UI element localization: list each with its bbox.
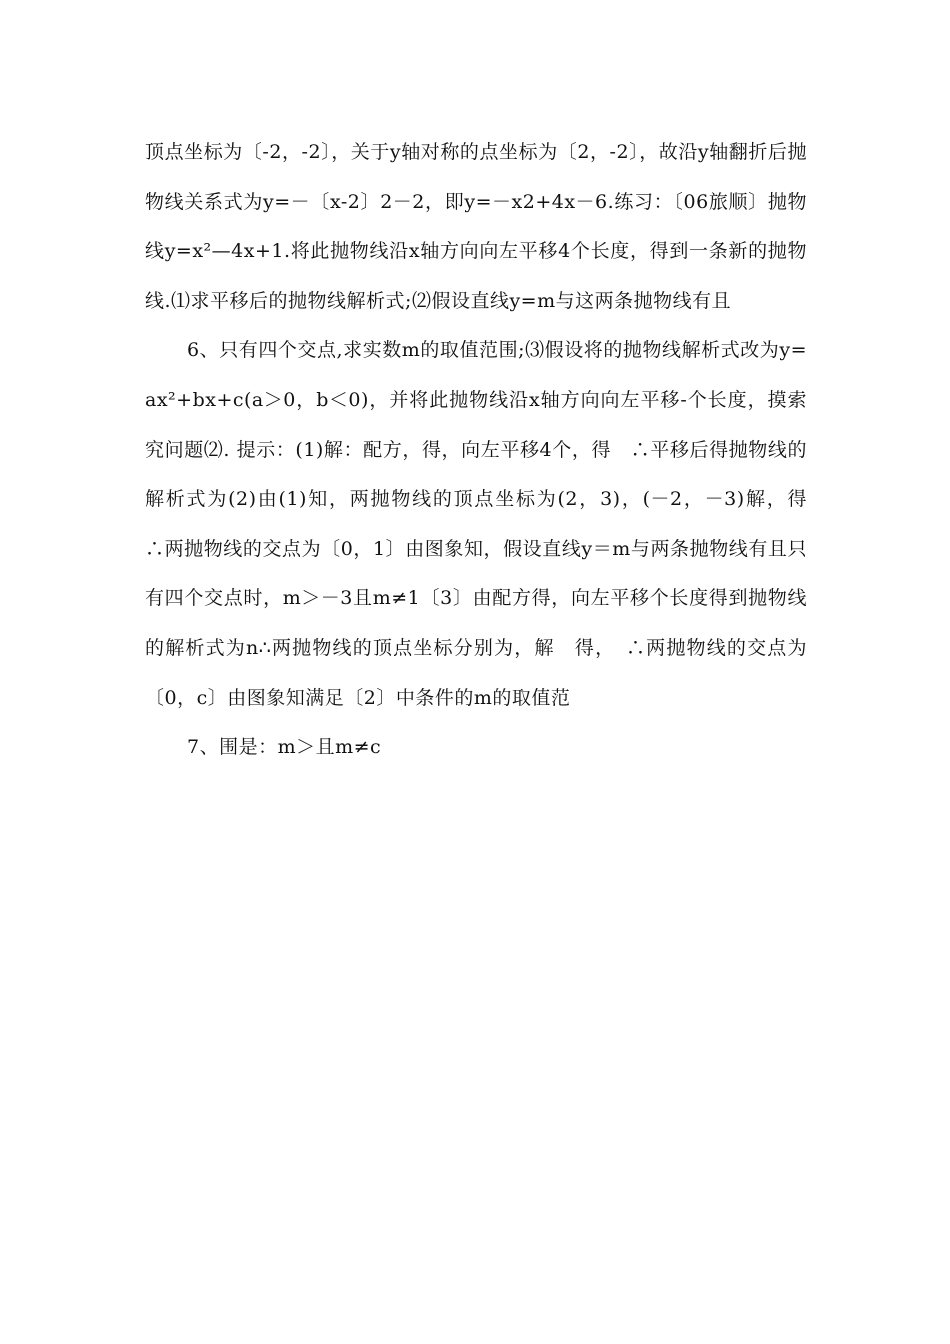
paragraph-vertex-symmetry: 顶点坐标为〔-2，-2〕，关于y轴对称的点坐标为〔2，-2〕，故沿y轴翻折后抛物线关系式为y=－〔x-2〕2－2，即y=－x2+4x－6.练习：〔06旅顺〕抛物线y=x²—4x+1.将此抛物线沿x轴方向向左平移4个长度，得到一条新的抛物线.⑴求平移后的抛物线解析式;⑵假设直线y=m与这两条抛物线有且 xyxy=(145,141,807,312)
paragraph-item-7: 7、围是：m＞且m≠c xyxy=(187,736,382,759)
paragraph-item-6: 6、只有四个交点,求实数m的取值范围;⑶假设将的抛物线解析式改为y=ax²+bx+c(a＞0，b＜0)，并将此抛物线沿x轴方向向左平移-个长度，摸索究问题⑵. 提示：(1)解：配方，得，向左平移4个，得 ∴平移后得抛物线的解析式为(2)由(1)知，两抛物线的顶点坐标为(2，3)，(－2，－3)解，得 ∴两抛物线的交点为〔0，1〕由图象知，假设直线y＝m与两条抛物线有且只有四个交点时，m＞－3且m≠1〔3〕由配方得，向左平移个长度得到抛物线的解析式为n∴两抛物线的顶点坐标分别为，解 得， ∴两抛物线的交点为〔0，c〕由图象知满足〔2〕中条件的m的取值范 xyxy=(145,339,827,709)
document-body xyxy=(145,128,827,773)
